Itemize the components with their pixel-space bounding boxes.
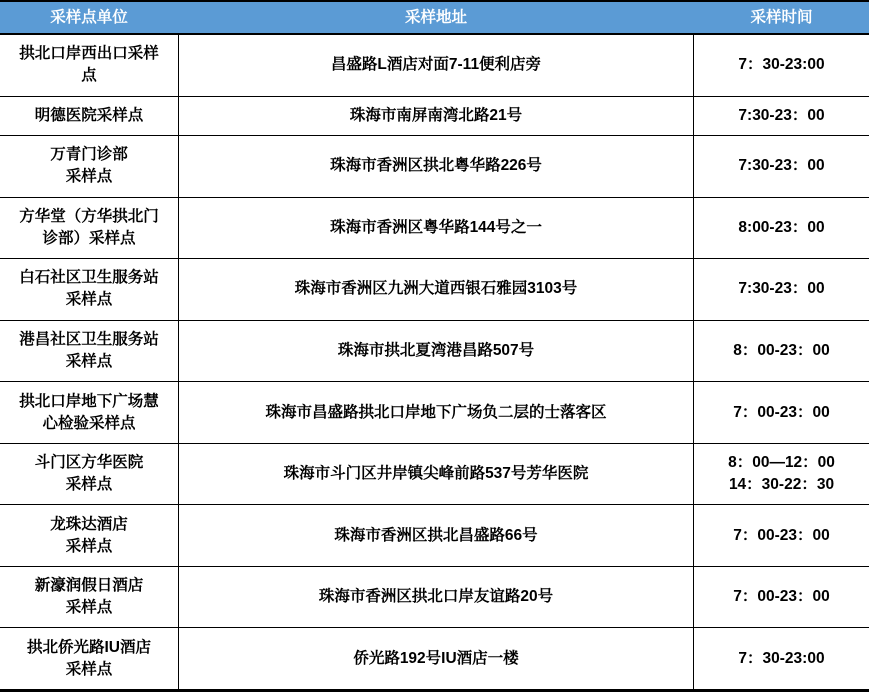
address-cell: 珠海市香洲区拱北口岸友谊路20号 bbox=[178, 567, 694, 628]
time-line: 14：30-22：30 bbox=[728, 476, 835, 494]
unit-line: 采样点 bbox=[65, 537, 113, 555]
unit-cell bbox=[0, 321, 178, 382]
table-row bbox=[0, 382, 869, 444]
unit-line: 采样点 bbox=[65, 291, 113, 309]
address-cell: 珠海市香洲区拱北昌盛路66号 bbox=[178, 505, 694, 566]
table-header bbox=[0, 2, 869, 35]
time-line: 7:30-23：00 bbox=[738, 157, 825, 175]
table-row bbox=[0, 136, 869, 198]
time-cell bbox=[694, 198, 869, 259]
unit-line: 拱北口岸西出口采样 bbox=[19, 45, 159, 63]
unit-line: 采样点 bbox=[65, 599, 113, 617]
time-cell bbox=[694, 136, 869, 197]
table-row bbox=[0, 259, 869, 321]
table-row bbox=[0, 35, 869, 97]
unit-line: 斗门区方华医院 bbox=[34, 454, 144, 472]
time-line: 7：00-23：00 bbox=[733, 526, 830, 544]
address-cell: 珠海市香洲区粤华路144号之一 bbox=[178, 198, 694, 259]
time-cell bbox=[694, 97, 869, 136]
time-cell bbox=[694, 259, 869, 320]
unit-line: 诊部）采样点 bbox=[42, 229, 136, 247]
address-cell: 珠海市南屏南湾北路21号 bbox=[178, 97, 694, 136]
time-line: 8：00—12：00 bbox=[728, 454, 835, 472]
time-cell bbox=[694, 321, 869, 382]
unit-line: 龙珠达酒店 bbox=[50, 515, 128, 533]
address-cell: 昌盛路L酒店对面7-11便利店旁 bbox=[178, 35, 694, 96]
unit-line: 采样点 bbox=[65, 168, 113, 186]
table-row bbox=[0, 198, 869, 260]
unit-line: 新濠润假日酒店 bbox=[34, 577, 144, 595]
unit-line: 拱北侨光路IU酒店 bbox=[26, 638, 151, 656]
unit-line: 采样点 bbox=[65, 660, 113, 678]
unit-cell bbox=[0, 198, 178, 259]
time-line: 7：30-23:00 bbox=[738, 649, 825, 667]
header-address-column: 采样地址 bbox=[404, 8, 467, 26]
table-body bbox=[0, 35, 869, 689]
unit-line: 采样点 bbox=[65, 476, 113, 494]
unit-line: 白石社区卫生服务站 bbox=[19, 269, 159, 287]
unit-line: 方华堂（方华拱北门 bbox=[19, 207, 159, 225]
header-unit-column: 采样点单位 bbox=[50, 8, 128, 26]
address-cell: 侨光路192号IU酒店一楼 bbox=[178, 628, 694, 689]
address-cell: 珠海市斗门区井岸镇尖峰前路537号芳华医院 bbox=[178, 444, 694, 505]
unit-line: 点 bbox=[81, 67, 97, 85]
address-cell: 珠海市香洲区九洲大道西银石雅园3103号 bbox=[178, 259, 694, 320]
time-line: 7:30-23：00 bbox=[738, 106, 825, 124]
address-cell: 珠海市香洲区拱北粤华路226号 bbox=[178, 136, 694, 197]
time-cell bbox=[694, 382, 869, 443]
unit-cell bbox=[0, 382, 178, 443]
time-line: 7：00-23：00 bbox=[733, 588, 830, 606]
unit-line: 港昌社区卫生服务站 bbox=[19, 331, 159, 348]
time-cell bbox=[694, 505, 869, 566]
unit-line: 心检验采样点 bbox=[42, 414, 136, 432]
unit-line: 万青门诊部 bbox=[50, 146, 128, 164]
time-cell bbox=[694, 444, 869, 505]
unit-cell bbox=[0, 97, 178, 136]
time-cell bbox=[694, 628, 869, 689]
unit-cell bbox=[0, 628, 178, 689]
time-line: 7：00-23：00 bbox=[733, 403, 830, 421]
unit-cell bbox=[0, 35, 178, 96]
unit-cell bbox=[0, 444, 178, 505]
unit-cell bbox=[0, 567, 178, 628]
time-line: 8：00-23：00 bbox=[733, 342, 830, 359]
address-cell: 珠海市拱北夏湾港昌路507号 bbox=[178, 321, 694, 382]
time-cell bbox=[694, 567, 869, 628]
unit-line: 明德医院采样点 bbox=[34, 106, 144, 124]
address-cell: 珠海市昌盛路拱北口岸地下广场负二层的士落客区 bbox=[178, 382, 694, 443]
time-line: 8:00-23：00 bbox=[738, 218, 825, 236]
header-time-column: 采样时间 bbox=[750, 8, 813, 26]
unit-line: 拱北口岸地下广场慧 bbox=[19, 392, 159, 410]
time-line: 7：30-23:00 bbox=[738, 56, 825, 74]
time-line: 7:30-23：00 bbox=[738, 280, 825, 298]
table-row bbox=[0, 505, 869, 567]
unit-line: 采样点 bbox=[65, 353, 113, 370]
table-row bbox=[0, 444, 869, 506]
table-row bbox=[0, 567, 869, 629]
unit-cell bbox=[0, 259, 178, 320]
unit-cell bbox=[0, 136, 178, 197]
table-row bbox=[0, 97, 869, 137]
table-row bbox=[0, 628, 869, 689]
time-cell bbox=[694, 35, 869, 96]
unit-cell bbox=[0, 505, 178, 566]
table-row bbox=[0, 321, 869, 383]
